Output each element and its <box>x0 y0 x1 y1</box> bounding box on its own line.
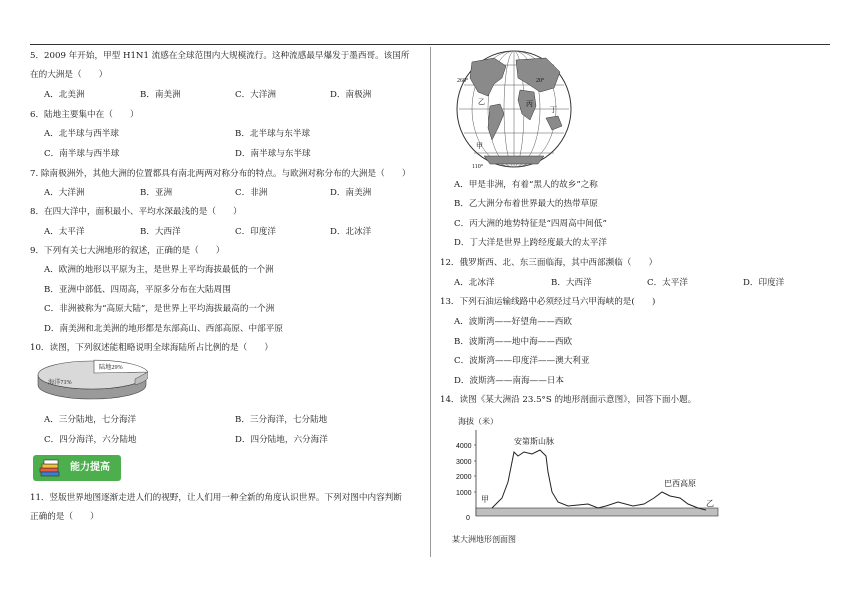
q9-option-c[interactable]: C．非洲被称为“高原大陆”，是世界上平均海拔最高的一个洲 <box>44 304 275 314</box>
profile-peak-label: 安第斯山脉 <box>514 437 554 446</box>
section-badge-label: 能力提高 <box>70 462 110 473</box>
q8-stem: 8．在四大洋中，面积最小、平均水深最浅的是（ ） <box>30 207 242 217</box>
map-label-jia: 甲 <box>476 142 483 150</box>
q11-option-c[interactable]: C．丙大洲的地势特征是“四周高中间低” <box>454 219 607 229</box>
books-icon <box>39 459 61 477</box>
q8-option-a[interactable]: A．太平洋 <box>44 227 85 237</box>
q7-option-a[interactable]: A．大洋洲 <box>44 188 85 198</box>
q13-option-c[interactable]: C．波斯湾——印度洋——澳大利亚 <box>454 356 590 366</box>
q5-option-c[interactable]: C．大洋洲 <box>235 90 276 100</box>
page-top-rule <box>30 44 830 45</box>
q13-stem: 13．下列石油运输线路中必须经过马六甲海峡的是( ) <box>440 297 656 307</box>
profile-plateau-label: 巴西高原 <box>664 479 696 488</box>
q12-option-a[interactable]: A．北冰洋 <box>454 278 495 288</box>
q7-stem: 7. 除南极洲外，其他大洲的位置都具有南北两两对称分布的特点。与欧洲对称分布的大洲是（ ） <box>30 169 411 179</box>
q5-option-b[interactable]: B．南美洲 <box>140 90 181 100</box>
q13-option-a[interactable]: A．波斯湾——好望角——西欧 <box>454 317 572 327</box>
pie-land-label: 陆地29% <box>99 364 123 371</box>
q5-option-d[interactable]: D．南极洲 <box>330 90 372 100</box>
q8-option-b[interactable]: B．大西洋 <box>140 227 181 237</box>
q12-stem: 12．俄罗斯西、北、东三面临海，其中西部濒临（ ） <box>440 258 658 268</box>
q12-option-d[interactable]: D．印度洋 <box>743 278 785 288</box>
q13-option-d[interactable]: D．波斯湾——南海——日本 <box>454 376 565 386</box>
profile-right-label: 乙 <box>706 499 714 508</box>
map-label-110: 110° <box>472 164 484 170</box>
column-divider <box>430 47 431 557</box>
map-label-20: 20° <box>536 78 545 84</box>
q9-option-b[interactable]: B．亚洲中部低、四周高，平原多分布在大陆周围 <box>44 285 231 295</box>
ability-section-badge <box>33 455 121 481</box>
profile-ytick-0: 0 <box>466 515 470 522</box>
q10-option-b[interactable]: B．三分海洋，七分陆地 <box>235 415 328 425</box>
q11-stem-line1: 11．竖版世界地图逐渐走进人们的视野，让人们用一种全新的角度认识世界。下列对图中内容判断 <box>30 493 402 503</box>
q7-option-b[interactable]: B．亚洲 <box>140 188 173 198</box>
q9-option-a[interactable]: A．欧洲的地形以平原为主，是世界上平均海拔最低的一个洲 <box>44 265 274 275</box>
q12-option-c[interactable]: C．太平洋 <box>647 278 688 288</box>
profile-ytick-4000: 4000 <box>456 443 472 450</box>
q6-option-b[interactable]: B．北半球与东半球 <box>235 129 311 139</box>
profile-ytick-3000: 3000 <box>456 459 472 466</box>
q7-option-d[interactable]: D．南美洲 <box>330 188 372 198</box>
terrain-profile-chart <box>448 412 738 528</box>
q6-stem: 6．陆地主要集中在（ ） <box>30 110 139 120</box>
q5-stem-line2: 在的大洲是（ ） <box>30 70 108 80</box>
profile-left-label: 甲 <box>481 495 489 504</box>
q7-option-c[interactable]: C．非洲 <box>235 188 268 198</box>
map-label-bing: 丙 <box>526 100 533 108</box>
q11-option-d[interactable]: D．丁大洋是世界上跨经度最大的太平洋 <box>454 238 607 248</box>
q10-option-c[interactable]: C．四分海洋，六分陆地 <box>44 435 137 445</box>
q11-stem-line2: 正确的是（ ） <box>30 512 99 522</box>
profile-caption: 某大洲地形剖面图 <box>452 535 516 544</box>
q11-option-b[interactable]: B．乙大洲分布着世界最大的热带草原 <box>454 199 598 209</box>
profile-ylabel: 海拔（米） <box>458 417 498 426</box>
q6-option-d[interactable]: D．南半球与东半球 <box>235 149 311 159</box>
map-label-ding: 丁 <box>550 106 557 114</box>
q14-stem: 14．读图《某大洲沿 23.5°S 的地形剖面示意图》，回答下面小题。 <box>440 395 697 405</box>
profile-ytick-2000: 2000 <box>456 474 472 481</box>
q5-stem-line1: 5．2009 年开始，甲型 H1N1 流感在全球范围内大规模流行。这种流感最早爆发于墨西哥。该国所 <box>30 51 410 61</box>
q6-option-a[interactable]: A．北半球与西半球 <box>44 129 119 139</box>
q11-option-a[interactable]: A．甲是非洲，有着“黑人的故乡”之称 <box>454 180 598 190</box>
q13-option-b[interactable]: B．波斯湾——地中海——西欧 <box>454 337 573 347</box>
land-ocean-pie-chart <box>36 358 148 400</box>
q9-option-d[interactable]: D．南美洲和北美洲的地形都是东部高山、西部高原、中部平原 <box>44 324 283 334</box>
pie-ocean-label: 海洋71% <box>48 379 72 386</box>
q10-option-a[interactable]: A．三分陆地，七分海洋 <box>44 415 137 425</box>
q10-option-d[interactable]: D．四分陆地，六分海洋 <box>235 435 328 445</box>
map-label-260: 260° <box>457 78 469 84</box>
q8-option-c[interactable]: C．印度洋 <box>235 227 276 237</box>
q10-stem: 10．读图，下列叙述能粗略说明全球海陆所占比例的是（ ） <box>30 343 273 353</box>
profile-ytick-1000: 1000 <box>456 490 472 497</box>
q5-option-a[interactable]: A．北美洲 <box>44 90 85 100</box>
q6-option-c[interactable]: C．南半球与西半球 <box>44 149 120 159</box>
q12-option-b[interactable]: B．大西洋 <box>551 278 592 288</box>
map-label-yi: 乙 <box>478 98 485 106</box>
vertical-world-map <box>454 48 574 170</box>
q8-option-d[interactable]: D．北冰洋 <box>330 227 372 237</box>
q9-stem: 9．下列有关七大洲地形的叙述，正确的是（ ） <box>30 246 225 256</box>
